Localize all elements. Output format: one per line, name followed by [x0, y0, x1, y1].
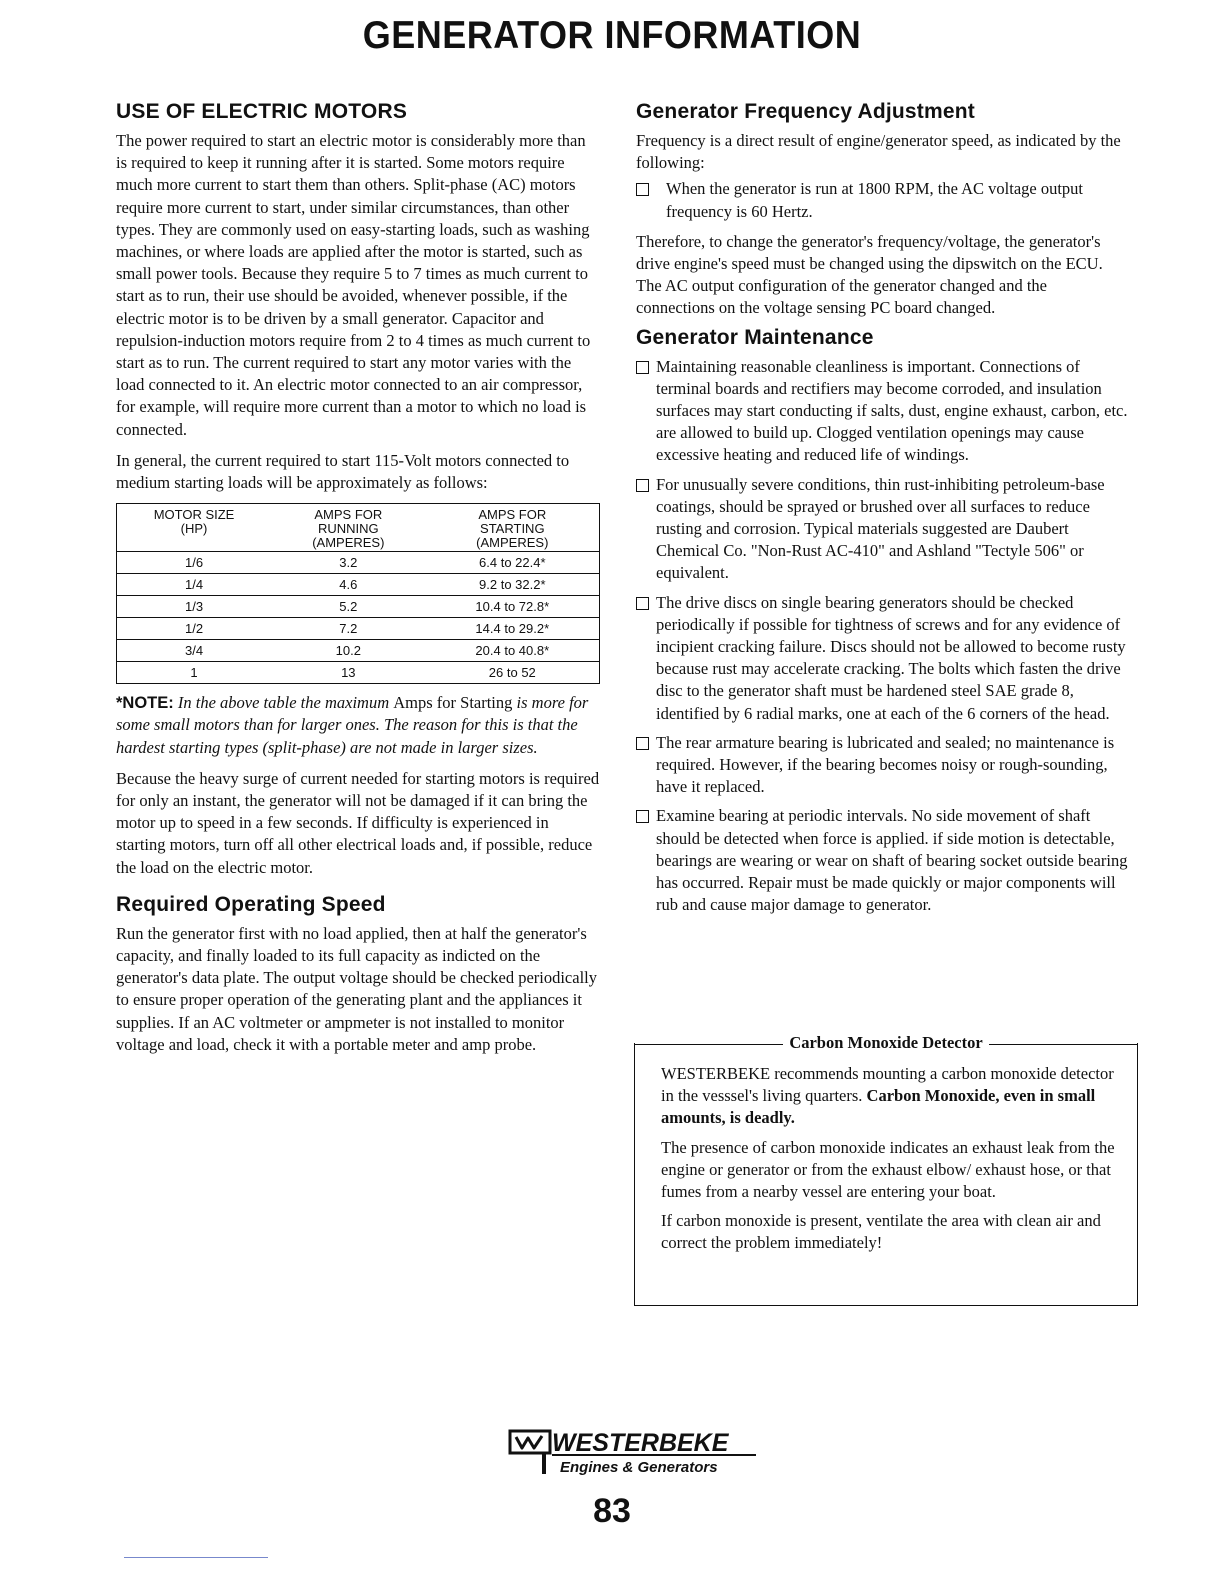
title-rule-right [989, 1044, 1137, 1045]
page-number: 83 [593, 1492, 631, 1530]
table-row [117, 618, 600, 640]
checkbox-square-icon [636, 479, 649, 492]
right-column [636, 100, 1128, 925]
speed-paragraph: Run the generator first with no load applied, then at half the generator's capacity, and finally loaded to its full capacity as indicted on the generator's data plate. The output voltage should be checked periodically to ensure proper operation of the generating plant and the appliances it supplies. If an AC voltmeter or ampmeter is not installed to monitor voltage and load, check it with a portable meter and amp probe. [116, 923, 597, 1054]
motor-amps-table [116, 503, 600, 684]
logo-tagline: Engines & Generators [560, 1459, 718, 1476]
amps-running-cell: 4.6 [271, 574, 426, 596]
list-item [636, 356, 1128, 467]
checkbox-square-icon [636, 597, 649, 610]
amps-starting-cell: 10.4 to 72.8* [426, 596, 600, 618]
motor-size-cell: 3/4 [117, 640, 272, 662]
speed-heading: Required Operating Speed [116, 892, 386, 916]
checkbox-square-icon [636, 361, 649, 374]
co-paragraph-3: If carbon monoxide is present, ventilate the area with clean air and correct the problem immediately! [661, 1211, 1101, 1253]
co-paragraph-1 [661, 1063, 1127, 1130]
list-item-text: When the generator is run at 1800 RPM, the AC voltage output frequency is 60 Hertz. [666, 179, 1084, 221]
frequency-intro: Frequency is a direct result of engine/generator speed, as indicated by the following: [636, 131, 1121, 173]
motors-paragraph-3: Because the heavy surge of current needed for starting motors is required for only an instant, the generator will not be damaged if it can bring the motor up to speed in a few seconds. If difficulty is experienced in starting motors, turn off all other electrical loads and, if possible, reduce the load on the electric motor. [116, 768, 600, 877]
co-warning: Carbon Monoxide, even in small amounts, is deadly. [661, 1086, 1096, 1128]
list-item-text: Maintaining reasonable cleanliness is important. Connections of terminal boards and rectifiers may become corroded, and insulation surfaces may start conducting if salts, dust, engine exhaust, carbon, etc. are allowed to build up. Clogged ventilation openings may cause excessive heating and reduced life of windings. [656, 356, 1128, 465]
logo-brand: WESTERBEKE [552, 1429, 729, 1457]
list-item-text: The drive discs on single bearing generators should be checked periodically if possible for tightness of screws and for any evidence of incipient cracking failure. Discs should not be allowed to become rusty because rust may accelerate cracking. The bolts which fasten the drive disc to the generator shaft must be hardened steel SAE grade 8, identified by 6 radial marks, one at each of the 6 corners of the head. [656, 592, 1126, 723]
note-label: *NOTE: [116, 694, 174, 713]
amps-starting-cell: 6.4 to 22.4* [426, 552, 600, 574]
checkbox-square-icon [636, 810, 649, 823]
left-column [116, 100, 600, 1065]
list-item-text: Examine bearing at periodic intervals. No side movement of shaft should be detected when force is applied. if side motion is detectable, bearings are wearing or wear on shaft of bearing socket outside bearing has occurred. Repair must be made quickly or major components will rub and cause major damage to generator. [656, 806, 1128, 915]
co-paragraph-2: The presence of carbon monoxide indicates an exhaust leak from the engine or generator or from the exhaust elbow/ exhaust hose, or that fumes from a nearby vessel are entering your boat. [661, 1137, 1115, 1202]
carbon-monoxide-title-row [635, 1033, 1137, 1053]
carbon-monoxide-box [634, 1033, 1138, 1306]
checkbox-square-icon [636, 737, 649, 750]
amps-running-cell: 13 [271, 662, 426, 684]
frequency-paragraph: Therefore, to change the generator's frequency/voltage, the generator's drive engine's speed must be changed using the dipswitch on the ECU. The AC output configuration of the generator changed and the connections on the voltage sensing PC board changed. [636, 231, 1103, 318]
checkbox-square-icon [636, 183, 649, 196]
motor-size-cell: 1/3 [117, 596, 272, 618]
list-item [636, 592, 1128, 725]
frequency-list [636, 178, 1128, 222]
amps-running-cell: 10.2 [271, 640, 426, 662]
table-note [116, 692, 600, 759]
table-row [117, 574, 600, 596]
title-rule-left [635, 1044, 783, 1045]
amps-running-cell: 7.2 [271, 618, 426, 640]
list-item-text: For unusually severe conditions, thin rust-inhibiting petroleum-base coatings, should be sprayed or brushed over all surfaces to reduce rusting and corrosion. Typical materials suggested are Daubert Chemical Co. "Non-Rust AC-410" and Ashland "Tectyle 506" or equivalent. [656, 474, 1105, 583]
list-item [636, 805, 1128, 916]
list-item-text: The rear armature bearing is lubricated and sealed; no maintenance is required. However, if the bearing becomes noisy or rough-sounding, have it replaced. [656, 732, 1115, 797]
maintenance-list [636, 356, 1128, 917]
list-item [636, 474, 1128, 585]
motor-size-cell: 1 [117, 662, 272, 684]
amps-starting-cell: 14.4 to 29.2* [426, 618, 600, 640]
carbon-monoxide-title: Carbon Monoxide Detector [789, 1033, 983, 1052]
motors-paragraph-1: The power required to start an electric motor is considerably more than is required to keep it running after it is started. Some motors require much more current to start them than others. Split-phase (AC) motors require more current to start, under similar circumstances, than other types. They are commonly used on easy-starting loads, such as washing machines, or where loads are applied after the motor is started, such as small power tools. Because they require 5 to 7 times as much current to start as to run, their use should be avoided, whenever possible, if the electric motor is to be driven by a small generator. Capacitor and repulsion-induction motors require from 2 to 4 times as much current to start as to run. The current required to start any motor varies with the load connected to it. An electric motor connected to an air compressor, for example, will require more current than a motor to which no load is connected. [116, 131, 591, 439]
carbon-monoxide-body [661, 1063, 1127, 1262]
westerbeke-logo [508, 1428, 758, 1480]
table-header-amps-running: AMPS FOR RUNNING (AMPERES) [312, 507, 385, 551]
scan-artifact-line [124, 1557, 268, 1558]
motors-heading: USE OF ELECTRIC MOTORS [116, 100, 408, 123]
table-header-motor-size: MOTOR SIZE (HP) [153, 507, 235, 537]
amps-running-cell: 5.2 [271, 596, 426, 618]
westerbeke-logo-mark [508, 1428, 758, 1480]
table-header-amps-starting: AMPS FOR STARTING (AMPERES) [476, 507, 549, 551]
amps-running-cell: 3.2 [271, 552, 426, 574]
note-text-a: In the above table the maximum [177, 693, 390, 713]
amps-starting-cell: 20.4 to 40.8* [426, 640, 600, 662]
list-item [636, 178, 1128, 222]
motor-size-cell: 1/4 [117, 574, 272, 596]
amps-starting-cell: 9.2 to 32.2* [426, 574, 600, 596]
co-text: WESTERBEKE recommends mounting a carbon monoxide detector in the vesssel's living quarters. [661, 1064, 1114, 1106]
motor-size-cell: 1/6 [117, 552, 272, 574]
table-row [117, 662, 600, 684]
page-title: GENERATOR INFORMATION [362, 12, 862, 57]
frequency-heading: Generator Frequency Adjustment [636, 100, 975, 123]
amps-starting-cell: 26 to 52 [426, 662, 600, 684]
motors-paragraph-2: In general, the current required to start 115-Volt motors connected to medium starting loads will be approximately as follows: [116, 450, 570, 493]
motor-size-cell: 1/2 [117, 618, 272, 640]
table-row [117, 640, 600, 662]
note-text-b: Amps for Starting [393, 693, 513, 713]
list-item [636, 732, 1128, 799]
note-text-c: is more for some small motors than for larger ones. The reason for this is that the hardest starting types (split-phase) are not made in larger sizes. [116, 693, 589, 757]
table-row [117, 596, 600, 618]
maintenance-heading: Generator Maintenance [636, 325, 874, 349]
table-row [117, 552, 600, 574]
